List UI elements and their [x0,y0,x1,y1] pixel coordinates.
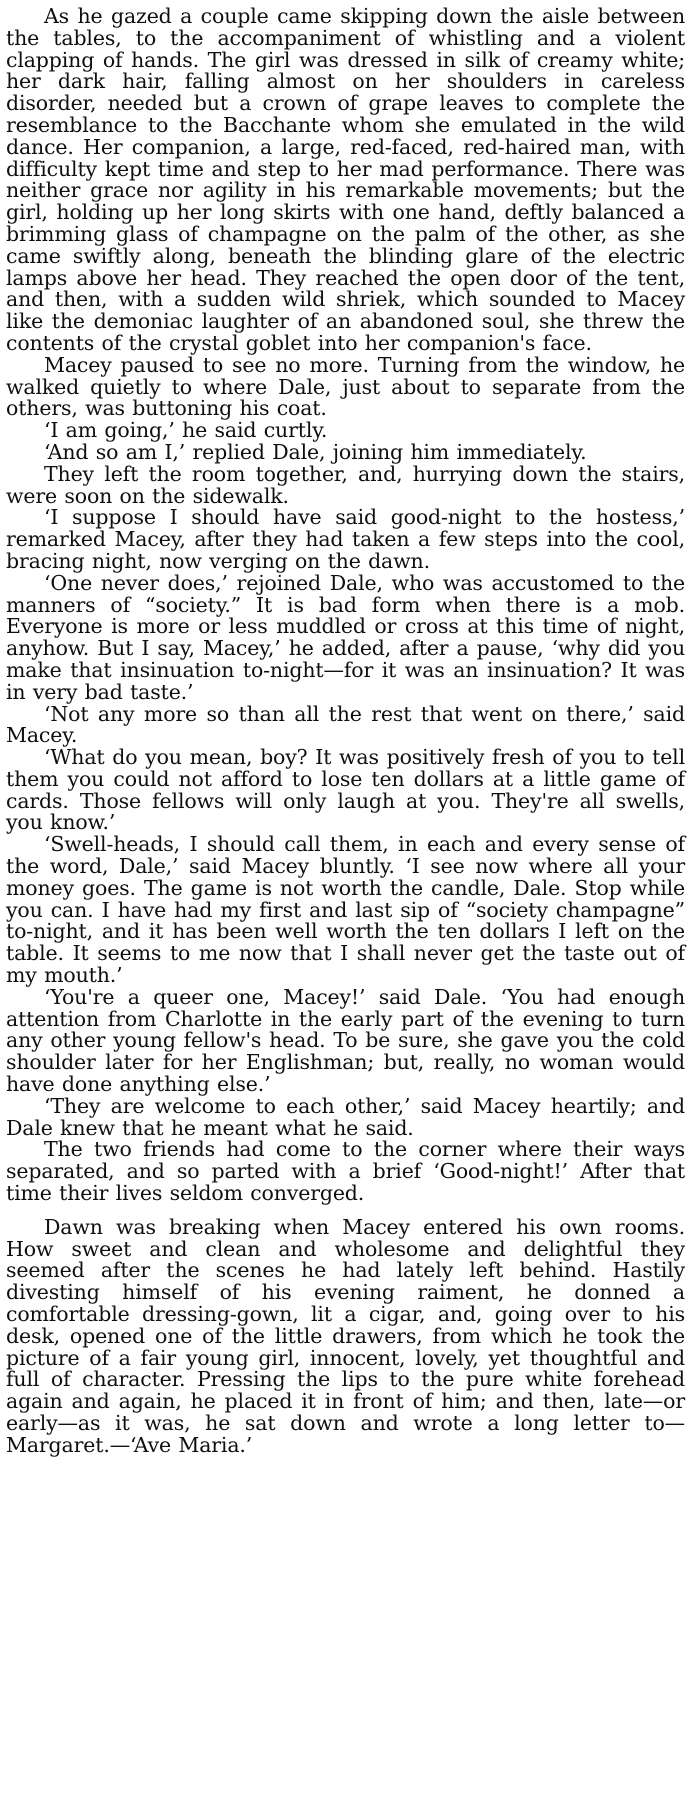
paragraph-i-am-going: ‘I am going,’ he said curtly. [44,418,328,443]
paragraph-good-night-hostess: ‘I suppose I should have said good-night to the hostess,’ remarked Macey, after they had taken a few steps into the cool, bracing night, now verging on the dawn. [6,505,685,573]
paragraph-macey-leaves-window: Macey paused to see no more. Turning from the window, he walked quietly to where Dale, just about to separate from the others, was buttoning his coat. [6,352,685,421]
paragraph-not-any-more: ‘Not any more so than all the rest that went on there,’ said Macey. [6,701,685,748]
paragraph-one-never-does: ‘One never does,’ rejoined Dale, who was accustomed to the manners of “society.” It is bad form when there is a mob. Everyone is more or less muddled or cross at this time of night, anyhow. But I say, Macey,’ he added, after a pause, ‘why did you make that insinuation to-night—for it was an insinuation? It was in very bad taste.’ [6,570,685,704]
paragraph-what-do-you-mean: ‘What do you mean, boy? It was positively fresh of you to tell them you could not afford to lose ten dollars at a little game of cards. Those fellows will only laugh at you. They're all swells, you know.’ [6,745,685,835]
paragraph-swell-heads: ‘Swell-heads, I should call them, in each and every sense of the word, Dale,’ said Macey bluntly. ‘I see now where all your money goes. The game is not worth the candle, Dale. Stop while you can. I have had my first and last sip of “society champagne” to-night, and it has been well worth the ten dollars I left on the table. It seems to me now that I shall never get the taste out of my mouth.’ [6,832,685,988]
paragraph-queer-one: ‘You're a queer one, Macey!’ said Dale. ‘You had enough attention from Charlotte in the early part of the evening to turn any other young fellow's head. To be sure, she gave you the cold shoulder later for her Englishman; but, really, no woman would have done anything else.’ [6,984,685,1097]
paragraph-left-room: They left the room together, and, hurrying down the stairs, were soon on the sidewalk. [6,461,685,508]
paragraph-two-friends-parted: The two friends had come to the corner where their ways separated, and so parted with a brief ‘Good-night!’ After that time their lives seldom converged. [6,1137,685,1206]
paragraph-dawn-breaking: Dawn was breaking when Macey entered his own rooms. How sweet and clean and wholesome and delightful they seemed after the scenes he had lately left behind. Hastily divesting himself of his evening raiment, he donned a comfortable dressing-gown, lit a cigar, and, going over to his desk, opened one of the little drawers, from which he took the picture of a fair young girl, innocent, lovely, yet thoughtful and full of character. Pressing the lips to the pure white forehead again and again, he placed it in front of him; and then, late—or early—as it was, he sat down and wrote a long letter to—Margaret.—‘Ave Maria.’ [6,1214,685,1457]
paragraph-so-am-i: ‘And so am I,’ replied Dale, joining him immediately. [44,439,587,464]
paragraph-bacchante-dance: As he gazed a couple came skipping down the aisle between the tables, to the accompaniment of whistling and a violent clapping of hands. The girl was dressed in silk of creamy white; her dark hair, falling almost on her shoulders in careless disorder, needed but a crown of grape leaves to complete the resemblance to the Bacchante whom she emulated in the wild dance. Her companion, a large, red-faced, red-haired man, with difficulty kept time and step to her mad performance. There was neither grace nor agility in his remarkable movements; but the girl, holding up her long skirts with one hand, deftly balanced a brimming glass of champagne on the palm of the other, as she came swiftly along, beneath the blinding glare of the electric lamps above her head. They reached the open door of the tent, and then, with a sudden wild shriek, which sounded to Macey like the demoniac laughter of an abandoned soul, she threw the contents of the crystal goblet into her companion's face. [6,4,685,355]
article-body [6,6,685,1457]
paragraph-welcome-to-each-other: ‘They are welcome to each other,’ said Macey heartily; and Dale knew that he meant what he said. [6,1093,685,1140]
